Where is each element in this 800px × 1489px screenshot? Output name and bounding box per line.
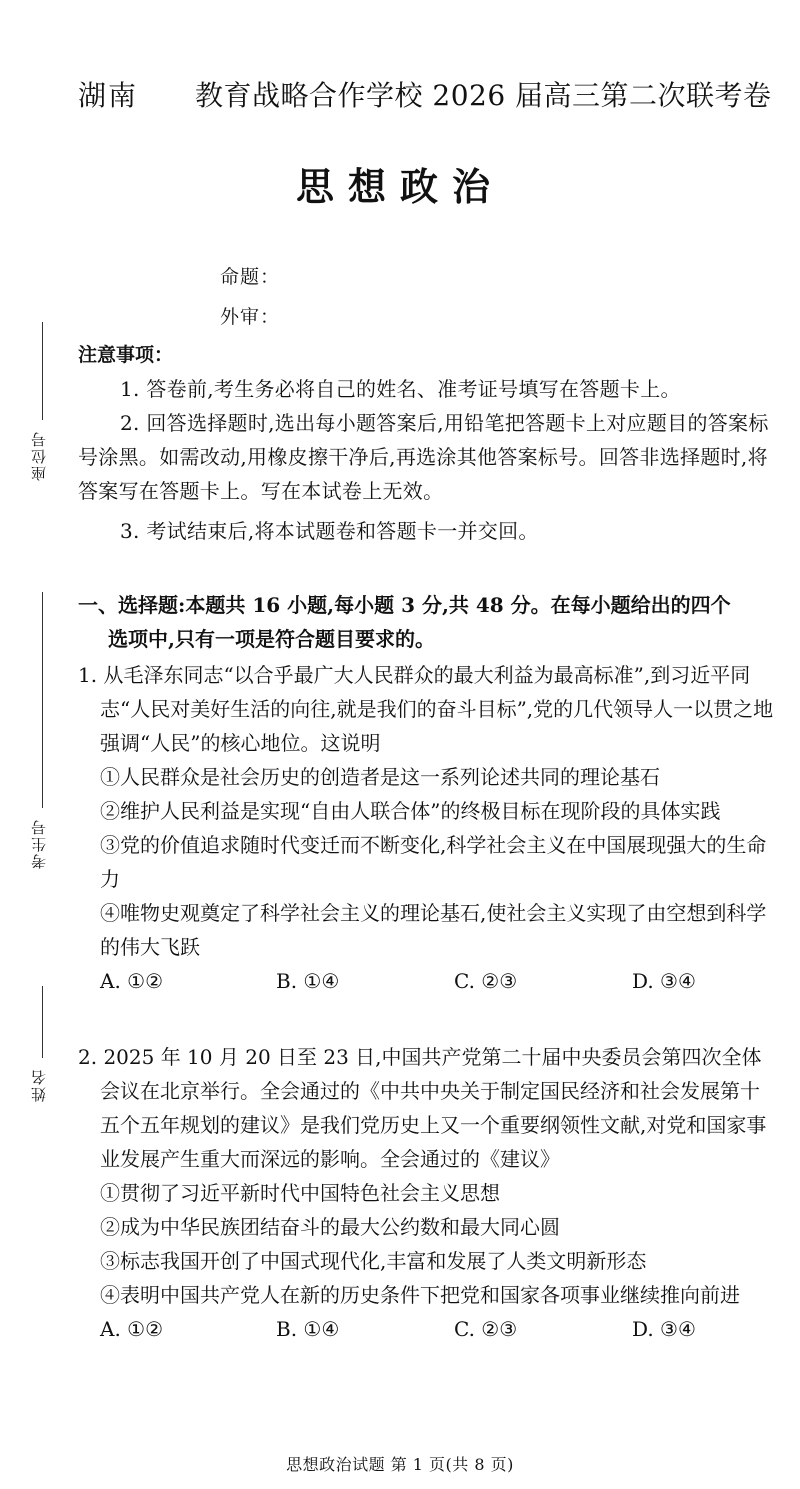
notice-item-1: 1. 答卷前,考生务必将自己的姓名、准考证号填写在答题卡上。: [120, 377, 681, 401]
question-1-choice-a: A. ①②: [100, 969, 164, 993]
exam-region: 湖南: [78, 79, 139, 112]
question-2-choice-d: D. ③④: [632, 1317, 696, 1341]
seat-number-line: [42, 322, 43, 420]
seat-number-label: 座位号: [30, 430, 48, 481]
notice-item-3: 3. 考试结束后,将本试题卷和答题卡一并交回。: [120, 519, 539, 543]
notice-item-2: 2. 回答选择题时,选出每小题答案后,用铅笔把答题卡上对应题目的答案标号涂黑。如需改动,用橡皮擦干净后,再选涂其他答案标号。回答非选择题时,将答案写在答题卡上。写在本试卷上无效。: [78, 411, 769, 503]
question-2-option-2: ②成为中华民族团结奋斗的最大公约数和最大同心圆: [100, 1215, 560, 1239]
reviewer-label: 外审：: [220, 306, 281, 328]
exam-number-label: 考生号: [30, 818, 48, 869]
question-1-choice-c: C. ②③: [454, 969, 518, 993]
question-1-option-1: ①人民群众是社会历史的创造者是这一系列论述共同的理论基石: [100, 765, 660, 789]
name-label: 姓名: [30, 1068, 48, 1102]
question-1-option-2: ②维护人民利益是实现“自由人联合体”的终极目标在现阶段的具体实践: [100, 799, 721, 823]
question-2-option-4: ④表明中国共产党人在新的历史条件下把党和国家各项事业继续推向前进: [100, 1283, 740, 1307]
exam-title: 教育战略合作学校 2026 届高三第二次联考卷: [195, 79, 772, 112]
subject-title: 思想政治: [295, 164, 504, 209]
question-2-choices: [78, 1312, 778, 1346]
question-1-choice-b: B. ①④: [276, 969, 340, 993]
notice-heading: 注意事项：: [78, 344, 174, 366]
exam-header: [78, 74, 778, 114]
question-2-stem: 2. 2025 年 10 月 20 日至 23 日,中国共产党第二十届中央委员会第四次全体会议在北京举行。全会通过的《中共中央关于制定国民经济和社会发展第十五个五年规划的建议》是我们党历史上又一个重要纲领性文献,对党和国家事业发展产生重大而深远的影响。全会通过的《建议》: [78, 1045, 767, 1171]
question-1-option-4: ④唯物史观奠定了科学社会主义的理论基石,使社会主义实现了由空想到科学的伟大飞跃: [100, 901, 767, 959]
exam-number-line: [42, 592, 43, 808]
exam-number-field: [20, 592, 60, 882]
question-2-option-3: ③标志我国开创了中国式现代化,丰富和发展了人类文明新形态: [100, 1249, 647, 1273]
name-field: [20, 986, 60, 1126]
page-footer: 思想政治试题 第 1 页(共 8 页): [286, 1455, 514, 1474]
author-label: 命题：: [220, 266, 281, 288]
seat-number-field: [20, 322, 60, 502]
section-heading-line2: 选项中,只有一项是符合题目要求的。: [108, 627, 435, 651]
question-1-stem: 1. 从毛泽东同志“以合乎最广大人民群众的最大利益为最高标准”,到习近平同志“人民对美好生活的向往,就是我们的奋斗目标”,党的几代领导人一以贯之地强调“人民”的核心地位。这说明: [78, 663, 774, 755]
question-1-choice-d: D. ③④: [632, 969, 696, 993]
section-heading-line1: 一、选择题:本题共 16 小题,每小题 3 分,共 48 分。在每小题给出的四个: [78, 593, 731, 617]
question-1-option-3: ③党的价值追求随时代变迁而不断变化,科学社会主义在中国展现强大的生命力: [100, 833, 767, 891]
question-2-choice-b: B. ①④: [276, 1317, 340, 1341]
question-1-choices: [78, 964, 778, 998]
question-2-choice-c: C. ②③: [454, 1317, 518, 1341]
question-2-choice-a: A. ①②: [100, 1317, 164, 1341]
question-2: [78, 1040, 778, 1346]
question-2-option-1: ①贯彻了习近平新时代中国特色社会主义思想: [100, 1181, 500, 1205]
section-heading: [78, 588, 778, 656]
name-line: [42, 986, 43, 1058]
question-1: [78, 658, 778, 998]
